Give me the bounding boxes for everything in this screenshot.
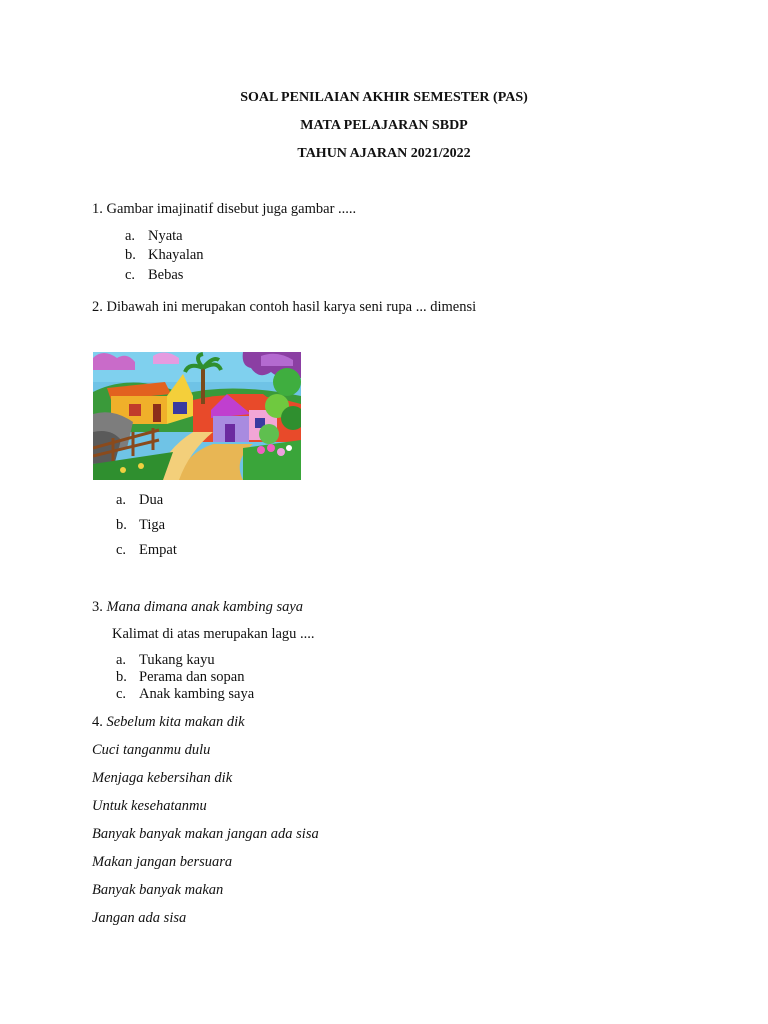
song-line: Untuk kesehatanmu — [92, 798, 207, 814]
question-4-number: 4. — [92, 714, 103, 730]
q2-option-b-letter: b. — [116, 517, 127, 533]
q2-option-c: Empat — [139, 542, 177, 558]
q1-option-c-letter: c. — [125, 267, 136, 283]
q1-option-b-letter: b. — [125, 247, 136, 263]
song-line: Banyak banyak makan — [92, 882, 224, 898]
q2-option-a-letter: a. — [116, 492, 127, 508]
song-line: Banyak banyak makan jangan ada sisa — [92, 826, 319, 842]
q1-option-a-letter: a. — [125, 228, 136, 244]
song-line: Makan jangan bersuara — [92, 854, 233, 870]
q2-option-b: Tiga — [139, 517, 166, 533]
q2-option-c-letter: c. — [116, 542, 127, 558]
title-line-2: MATA PELAJARAN SBDP — [300, 118, 468, 133]
q1-option-b: Khayalan — [148, 247, 204, 263]
title-line-3: TAHUN AJARAN 2021/2022 — [297, 146, 471, 161]
question-1: 1. Gambar imajinatif disebut juga gambar ..... — [92, 201, 357, 217]
q3-option-c-letter: c. — [116, 686, 127, 702]
q3-option-a: Tukang kayu — [139, 652, 215, 668]
song-line: Jangan ada sisa — [92, 910, 187, 926]
q1-option-c: Bebas — [148, 267, 184, 283]
song-line: Menjaga kebersihan dik — [92, 770, 233, 786]
question-4-first-line: Sebelum kita makan dik — [106, 714, 245, 730]
q3-option-b: Perama dan sopan — [139, 669, 245, 685]
q3-option-c: Anak kambing saya — [139, 686, 255, 702]
question-3-lyric: Mana dimana anak kambing saya — [106, 599, 304, 615]
village-landscape-illustration — [93, 352, 301, 480]
q3-option-b-letter: b. — [116, 669, 127, 685]
title-line-1: SOAL PENILAIAN AKHIR SEMESTER (PAS) — [240, 90, 528, 105]
q3-option-a-letter: a. — [116, 652, 127, 668]
question-4 — [92, 713, 245, 731]
q2-option-a: Dua — [139, 492, 164, 508]
q1-option-a: Nyata — [148, 228, 183, 244]
song-line: Cuci tanganmu dulu — [92, 742, 211, 758]
question-3-prompt: Kalimat di atas merupakan lagu .... — [112, 626, 315, 642]
question-3-number: 3. — [92, 599, 103, 615]
question-3 — [92, 598, 303, 616]
question-2: 2. Dibawah ini merupakan contoh hasil karya seni rupa ... dimensi — [92, 299, 477, 315]
